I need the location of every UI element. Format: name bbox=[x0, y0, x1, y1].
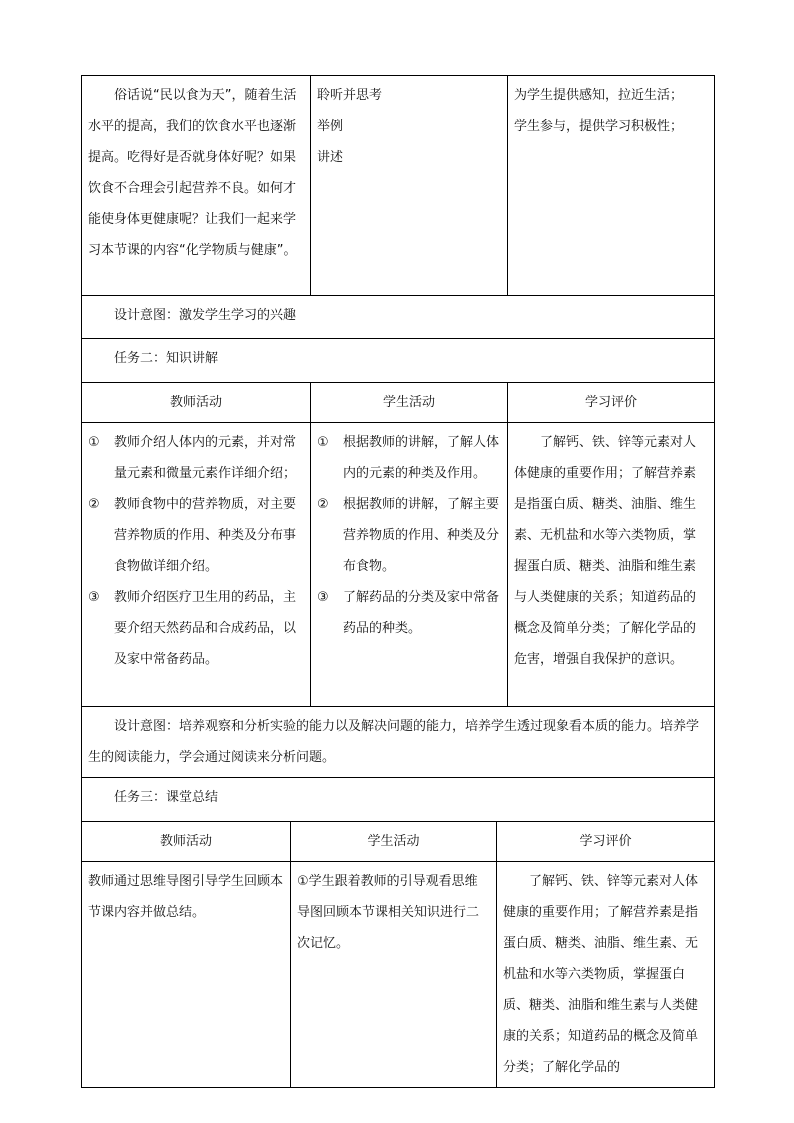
eval-line: 为学生提供感知，拉近生活； bbox=[514, 88, 684, 103]
list-item bbox=[317, 489, 501, 582]
student-line: 聆听并思考 bbox=[317, 88, 383, 103]
design-intent-text: 设计意图：培养观察和分析实验的能力以及解决问题的能力，培养学生透过现象看本质的能力。培养学生的阅读能力，学会通过阅读来分析问题。 bbox=[82, 707, 715, 778]
item-number: ② bbox=[88, 497, 100, 512]
task3-eval-cell: 了解钙、铁、锌等元素对人体健康的重要作用；了解营养素是指蛋白质、糖类、油脂、维生素、无机盐和水等六类物质，掌握蛋白质、糖类、油脂和维生素与人类健康的关系；知道药品的概念及简单分类；了解化学品的 bbox=[497, 862, 715, 1088]
task2-title-row bbox=[82, 339, 715, 383]
task3-student-cell: ①学生跟着教师的引导观看思维导图回顾本节课相关知识进行二次记忆。 bbox=[291, 862, 497, 1088]
task3-header-row bbox=[82, 822, 715, 862]
task3-content-row bbox=[82, 862, 715, 1088]
task2-teacher-cell bbox=[82, 423, 311, 707]
item-text: 根据教师的讲解，了解人体内的元素的种类及作用。 bbox=[343, 435, 500, 481]
item-number: ① bbox=[88, 435, 100, 450]
intro-eval-cell bbox=[508, 76, 715, 296]
design-intent-row-1 bbox=[82, 296, 715, 339]
item-text: 根据教师的讲解，了解主要营养物质的作用、种类及分布食物。 bbox=[343, 497, 500, 574]
item-number: ② bbox=[317, 497, 329, 512]
item-text: 教师介绍人体内的元素，并对常量元素和微量元素作详细介绍； bbox=[114, 435, 297, 481]
student-line: 讲述 bbox=[317, 150, 344, 165]
task3-header-student: 学生活动 bbox=[291, 822, 497, 862]
student-line: 举例 bbox=[317, 119, 344, 134]
item-text: 了解药品的分类及家中常备药品的种类。 bbox=[343, 590, 500, 636]
task2-header-teacher: 教师活动 bbox=[82, 383, 311, 423]
task2-header-student: 学生活动 bbox=[311, 383, 508, 423]
item-text: 教师食物中的营养物质，对主要营养物质的作用、种类及分布事食物做详细介绍。 bbox=[114, 497, 297, 574]
intro-student-cell bbox=[311, 76, 508, 296]
intro-row bbox=[82, 76, 715, 296]
design-intent-row-2 bbox=[82, 707, 715, 778]
eval-line: 学生参与，提供学习积极性； bbox=[514, 119, 684, 134]
task2-eval-cell: 了解钙、铁、锌等元素对人体健康的重要作用；了解营养素是指蛋白质、糖类、油脂、维生素、无机盐和水等六类物质，掌握蛋白质、糖类、油脂和维生素与人类健康的关系；知道药品的概念及简单分类；了解化学品的危害，增强自我保护的意识。 bbox=[508, 423, 715, 707]
task3-title-row bbox=[82, 778, 715, 822]
task2-header-eval: 学习评价 bbox=[508, 383, 715, 423]
list-item bbox=[317, 427, 501, 489]
intro-teacher-cell: 俗话说“民以食为天”，随着生活水平的提高，我们的饮食水平也逐渐提高。吃得好是否就身体好呢？如果饮食不合理会引起营养不良。如何才能使身体更健康呢？让我们一起来学习本节课的内容“化学物质与健康”。 bbox=[82, 76, 311, 296]
task2-header-row bbox=[82, 383, 715, 423]
task2-title: 任务二：知识讲解 bbox=[82, 339, 715, 383]
list-item bbox=[88, 427, 304, 489]
item-text: 教师介绍医疗卫生用的药品，主要介绍天然药品和合成药品，以及家中常备药品。 bbox=[114, 590, 297, 667]
lesson-plan-table bbox=[81, 75, 715, 1088]
list-item bbox=[317, 582, 501, 644]
item-number: ③ bbox=[317, 590, 329, 605]
task3-header-teacher: 教师活动 bbox=[82, 822, 291, 862]
item-number: ③ bbox=[88, 590, 100, 605]
list-item bbox=[88, 582, 304, 675]
task2-content-row bbox=[82, 423, 715, 707]
task3-teacher-cell: 教师通过思维导图引导学生回顾本节课内容并做总结。 bbox=[82, 862, 291, 1088]
item-number: ① bbox=[317, 435, 329, 450]
list-item bbox=[88, 489, 304, 582]
task3-header-eval: 学习评价 bbox=[497, 822, 715, 862]
design-intent-text: 设计意图：激发学生学习的兴趣 bbox=[82, 296, 715, 339]
task2-student-cell bbox=[311, 423, 508, 707]
task3-title: 任务三：课堂总结 bbox=[82, 778, 715, 822]
